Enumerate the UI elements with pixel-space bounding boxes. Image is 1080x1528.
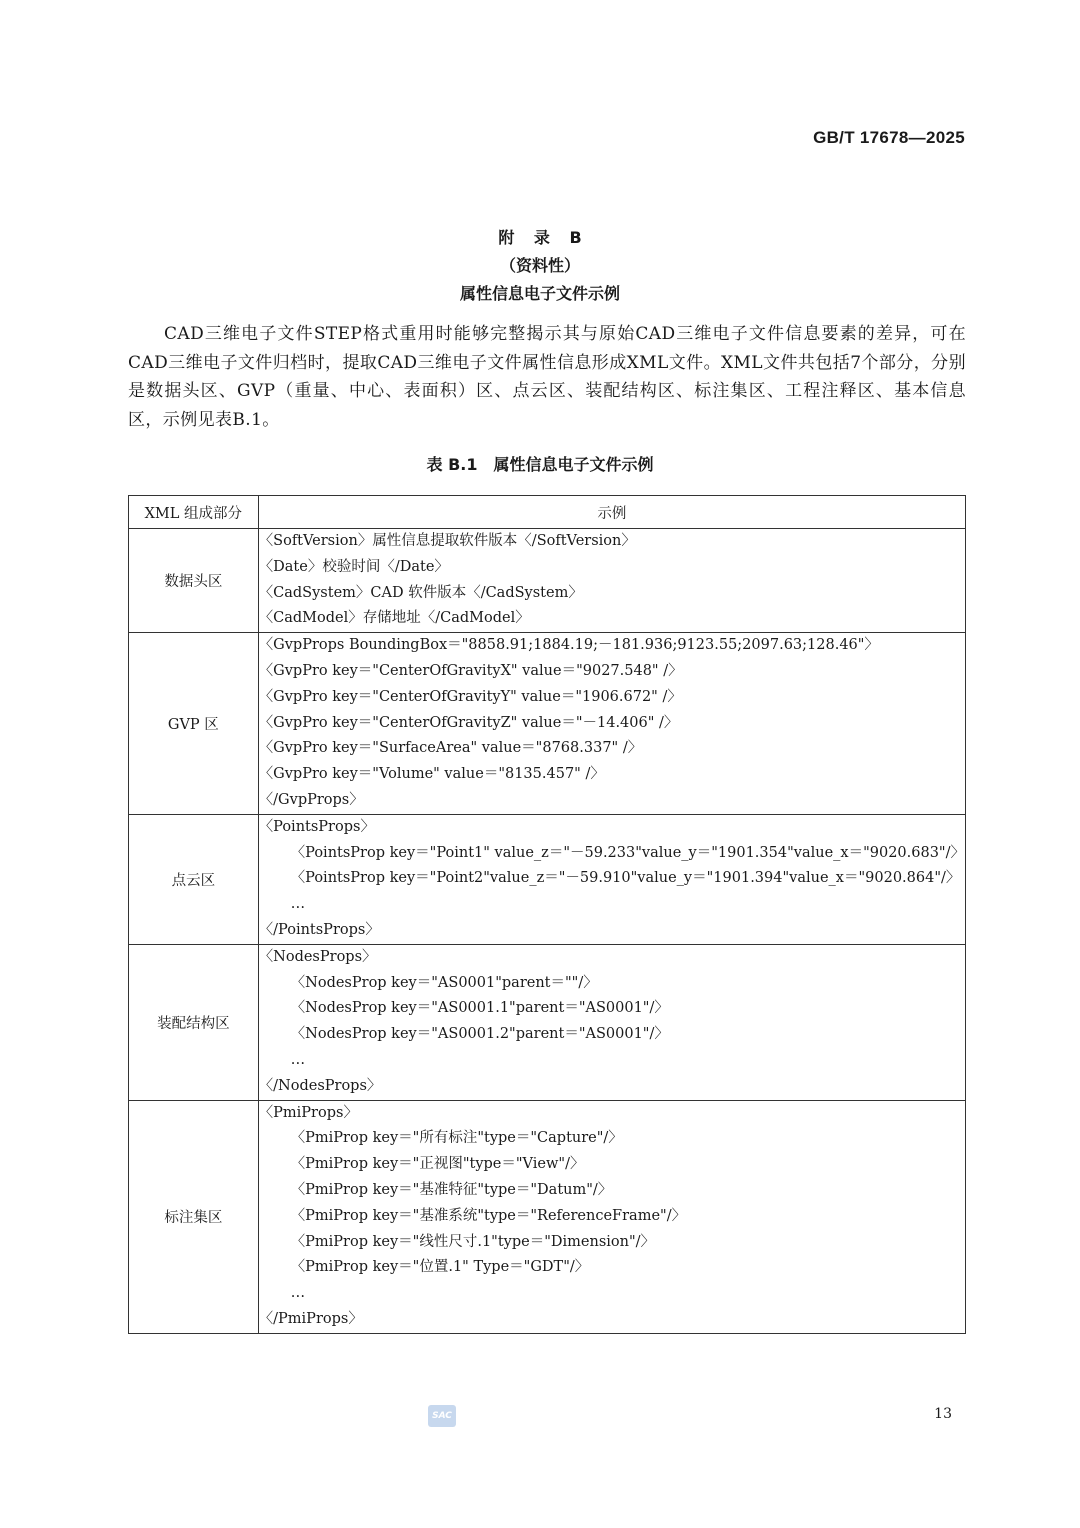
ellipsis: … <box>290 1285 306 1302</box>
table-header-row <box>129 496 966 529</box>
appendix-name: 属性信息电子文件示例 <box>459 284 620 303</box>
code-line: 〈GvpPro key＝"CenterOfGravityY" value＝"1906.672" /〉 <box>258 688 682 705</box>
code-line: 〈PmiProp key＝"基准特征"type＝"Datum"/〉 <box>290 1181 613 1198</box>
code-line: 〈PointsProp key＝"Point2"value_z＝"－59.910"value_y＝"1901.394"value_x＝"9020.864"/〉 <box>290 870 961 887</box>
code-line: 〈PmiProp key＝"所有标注"type＝"Capture"/〉 <box>290 1130 623 1147</box>
table-row <box>129 529 966 633</box>
code-line: 〈PmiProps〉 <box>258 1104 358 1121</box>
code-line: 〈CadModel〉存储地址〈/CadModel〉 <box>258 610 530 627</box>
table-row <box>129 1100 966 1333</box>
code-line: 〈PmiProp key＝"线性尺寸.1"type＝"Dimension"/〉 <box>290 1233 656 1250</box>
code-line: 〈PointsProp key＝"Point1" value_z＝"－59.233"value_y＝"1901.354"value_x＝"9020.683"/〉 <box>290 844 965 861</box>
code-line: 〈NodesProp key＝"AS0001.2"parent＝"AS0001"/〉 <box>290 1026 669 1043</box>
code-line: 〈GvpPro key＝"Volume" value＝"8135.457" /〉 <box>258 766 605 783</box>
ellipsis: … <box>290 1051 306 1068</box>
code-line: 〈PmiProp key＝"位置.1" Type＝"GDT"/〉 <box>290 1259 590 1276</box>
appendix-title: 附 录 B <box>498 228 582 247</box>
xml-example-table <box>128 495 966 1334</box>
code-line: 〈GvpPro key＝"SurfaceArea" value＝"8768.337" /〉 <box>258 740 643 757</box>
section-label: 点云区 <box>129 814 259 944</box>
example-cell <box>258 633 965 815</box>
section-label: 装配结构区 <box>129 944 259 1100</box>
code-line: 〈NodesProps〉 <box>258 948 377 965</box>
page-number: 13 <box>934 1406 952 1422</box>
code-line: 〈SoftVersion〉属性信息提取软件版本〈/SoftVersion〉 <box>258 533 636 549</box>
example-cell <box>258 529 965 633</box>
table-caption: 表 B.1 属性信息电子文件示例 <box>426 455 654 474</box>
intro-paragraph: CAD三维电子文件STEP格式重用时能够完整揭示其与原始CAD三维电子文件信息要素的差异，可在CAD三维电子文件归档时，提取CAD三维电子文件属性信息形成XML文件。XML文件共包括7个部分，分别是数据头区、GVP（重量、中心、表面积）区、点云区、装配结构区、标注集区、工程注释区、基本信息区，示例见表B.1。 <box>128 324 966 430</box>
appendix-type: （资料性） <box>499 256 580 275</box>
table-row <box>129 944 966 1100</box>
example-cell <box>258 1100 965 1333</box>
table-row <box>129 814 966 944</box>
code-line: 〈Date〉校验时间〈/Date〉 <box>258 558 449 575</box>
code-line: 〈GvpProps BoundingBox＝"8858.91;1884.19;－181.936;9123.55;2097.63;128.46"〉 <box>258 637 879 654</box>
table-row <box>129 633 966 815</box>
code-line: 〈/PointsProps〉 <box>258 921 380 938</box>
standard-number: GB/T 17678—2025 <box>813 128 965 147</box>
code-line: 〈/GvpProps〉 <box>258 791 364 808</box>
section-label: GVP 区 <box>129 633 259 815</box>
example-cell <box>258 814 965 944</box>
code-line: 〈GvpPro key＝"CenterOfGravityZ" value＝"－14.406" /〉 <box>258 714 679 731</box>
section-label: 标注集区 <box>129 1100 259 1333</box>
code-line: 〈PmiProp key＝"基准系统"type＝"ReferenceFrame"/〉 <box>290 1207 687 1224</box>
section-label: 数据头区 <box>129 529 259 633</box>
header-example: 示例 <box>258 496 965 529</box>
code-line: 〈/NodesProps〉 <box>258 1077 382 1094</box>
code-line: 〈PointsProps〉 <box>258 818 375 835</box>
ellipsis: … <box>290 896 306 913</box>
code-line: 〈NodesProp key＝"AS0001"parent＝""/〉 <box>290 974 598 991</box>
code-line: 〈PmiProp key＝"正视图"type＝"View"/〉 <box>290 1156 585 1173</box>
example-cell <box>258 944 965 1100</box>
code-line: 〈/PmiProps〉 <box>258 1310 363 1327</box>
header-xml-part: XML 组成部分 <box>129 496 259 529</box>
code-line: 〈NodesProp key＝"AS0001.1"parent＝"AS0001"/〉 <box>290 1000 669 1017</box>
code-line: 〈GvpPro key＝"CenterOfGravityX" value＝"9027.548" /〉 <box>258 662 683 679</box>
sac-logo: SAC <box>428 1405 456 1427</box>
code-line: 〈CadSystem〉CAD 软件版本〈/CadSystem〉 <box>258 584 583 601</box>
